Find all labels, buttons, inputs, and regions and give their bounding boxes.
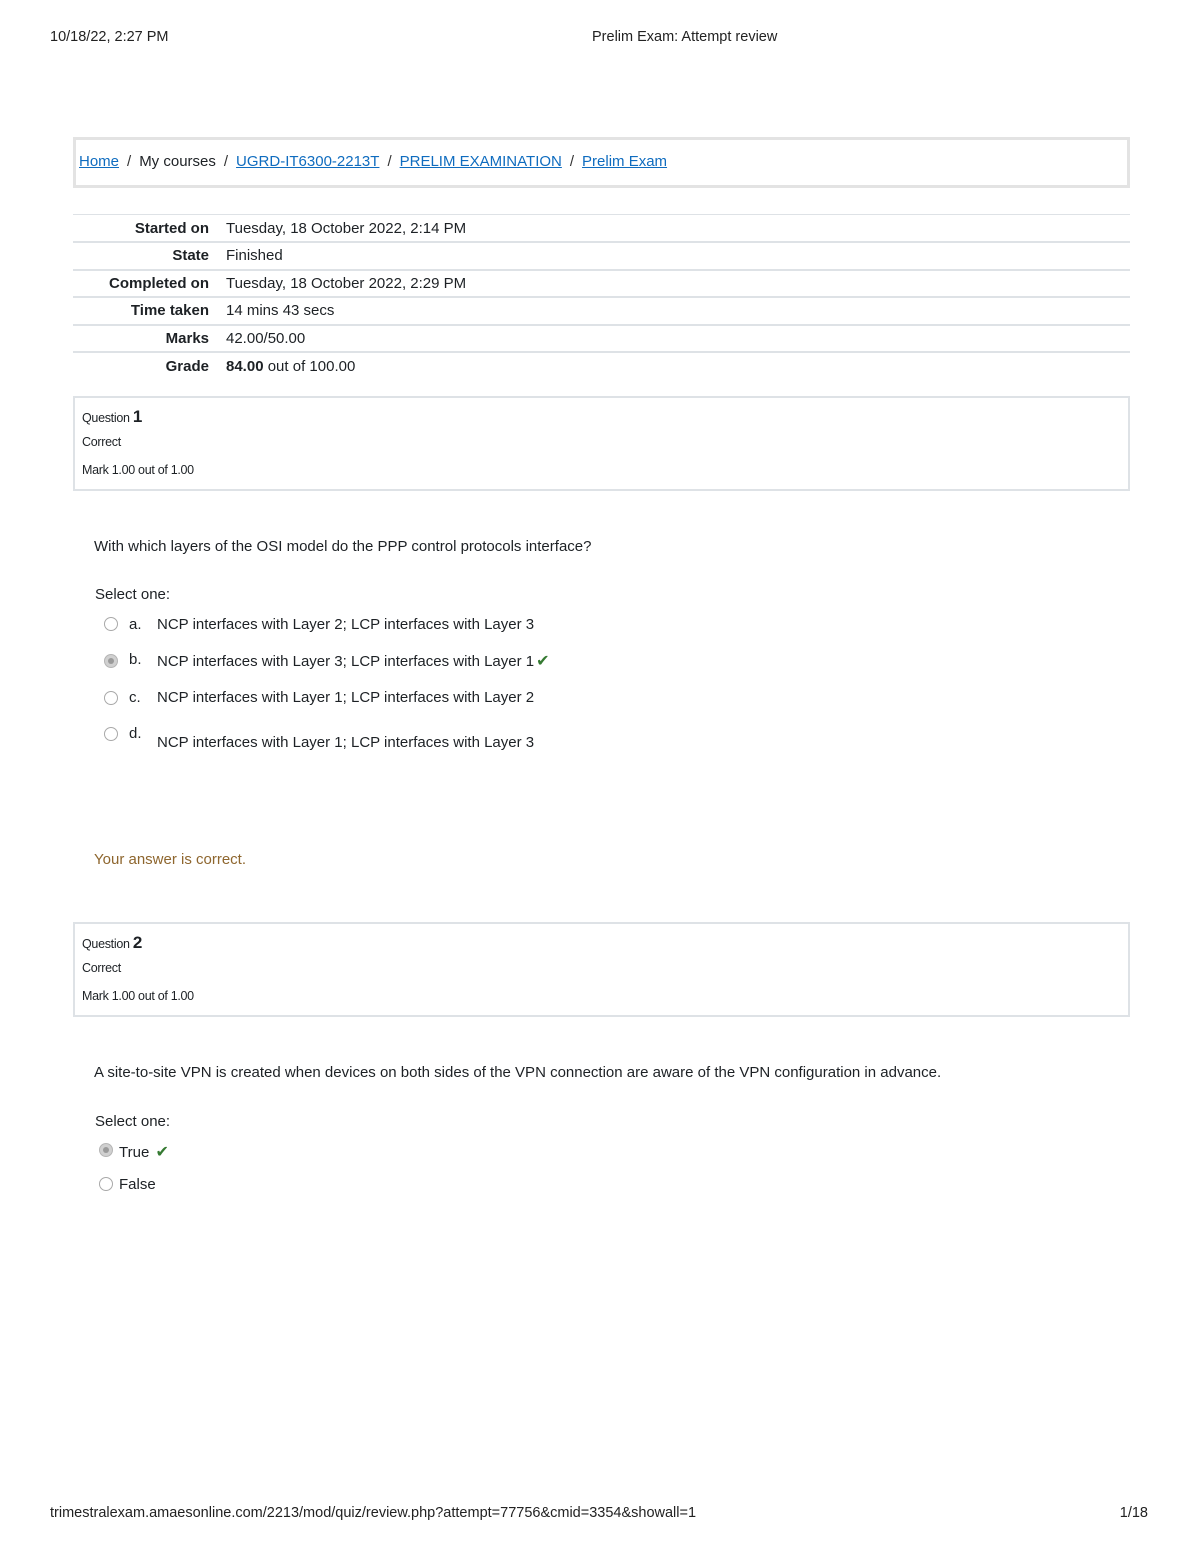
breadcrumb — [73, 137, 1130, 188]
question-number-value: 1 — [132, 407, 143, 426]
summary-row-state — [73, 242, 1130, 270]
question-label: Question — [82, 937, 130, 951]
grade-value — [226, 352, 1130, 380]
breadcrumb-quiz-link[interactable]: Prelim Exam — [582, 153, 668, 170]
completed-on-label: Completed on — [73, 270, 226, 298]
breadcrumb-course-link[interactable]: UGRD-IT6300-2213T — [236, 153, 380, 170]
check-icon: ✔ — [536, 653, 550, 670]
option-a-letter: a. — [129, 616, 142, 633]
question-1-text: With which layers of the OSI model do the PPP control protocols interface? — [94, 538, 592, 555]
question-1-feedback: Your answer is correct. — [94, 851, 247, 868]
state-label: State — [73, 242, 226, 270]
question-1-prompt: Select one: — [95, 586, 171, 603]
option-d-text: NCP interfaces with Layer 1; LCP interfaces with Layer 3 — [157, 734, 535, 751]
started-on-value: Tuesday, 18 October 2022, 2:14 PM — [226, 215, 1130, 243]
option-false-text: False — [119, 1176, 156, 1193]
question-state: Correct — [82, 961, 121, 975]
question-2-text: A site-to-site VPN is created when devices on both sides of the VPN connection are aware of the VPN configuration in advance. — [94, 1064, 942, 1081]
print-page-number: 1/18 — [1119, 1505, 1148, 1521]
option-d-radio[interactable] — [104, 727, 118, 741]
breadcrumb-home-link[interactable]: Home — [79, 153, 120, 170]
option-a-text: NCP interfaces with Layer 2; LCP interfaces with Layer 3 — [157, 616, 535, 633]
started-on-label: Started on — [73, 215, 226, 243]
breadcrumb-separator: / — [569, 153, 575, 170]
summary-row-completed — [73, 270, 1130, 298]
option-d-letter: d. — [129, 725, 142, 742]
time-taken-value: 14 mins 43 secs — [226, 297, 1130, 325]
option-b-letter: b. — [129, 651, 142, 668]
print-url: trimestralexam.amaesonline.com/2213/mod/quiz/review.php?attempt=77756&cmid=3354&showall=1 — [50, 1505, 697, 1521]
state-value: Finished — [226, 242, 1130, 270]
option-true-text: True — [119, 1144, 150, 1161]
option-b-text: NCP interfaces with Layer 3; LCP interfaces with Layer 1 — [157, 653, 535, 670]
breadcrumb-my-courses: My courses — [139, 153, 216, 170]
option-true-radio[interactable] — [99, 1143, 113, 1157]
question-2-prompt: Select one: — [95, 1113, 171, 1130]
breadcrumb-separator: / — [223, 153, 229, 170]
time-taken-label: Time taken — [73, 297, 226, 325]
breadcrumb-separator: / — [127, 153, 132, 170]
question-number-value: 2 — [132, 933, 143, 952]
question-number — [82, 933, 142, 953]
question-1-info — [73, 396, 1130, 491]
grade-label: Grade — [73, 352, 226, 380]
print-page-title: Prelim Exam: Attempt review — [592, 29, 778, 45]
print-datetime: 10/18/22, 2:27 PM — [50, 29, 169, 45]
summary-row-marks — [73, 325, 1130, 353]
grade-score: 84.00 — [226, 357, 264, 375]
summary-row-grade — [73, 352, 1130, 380]
option-false-radio[interactable] — [99, 1177, 113, 1191]
option-b-radio[interactable] — [104, 654, 118, 668]
option-c-letter: c. — [129, 689, 141, 706]
option-a-radio[interactable] — [104, 617, 118, 631]
marks-label: Marks — [73, 325, 226, 353]
option-b-text-wrap — [157, 651, 550, 671]
question-number — [82, 407, 142, 427]
question-grade: Mark 1.00 out of 1.00 — [82, 463, 194, 477]
question-state: Correct — [82, 435, 121, 449]
completed-on-value: Tuesday, 18 October 2022, 2:29 PM — [226, 270, 1130, 298]
marks-value: 42.00/50.00 — [226, 325, 1130, 353]
summary-row-time-taken — [73, 297, 1130, 325]
breadcrumb-section-link[interactable]: PRELIM EXAMINATION — [399, 153, 562, 170]
check-icon: ✔ — [155, 1144, 169, 1161]
option-c-radio[interactable] — [104, 691, 118, 705]
option-true-text-wrap — [119, 1142, 169, 1162]
question-2-info — [73, 922, 1130, 1017]
question-label: Question — [82, 411, 130, 425]
summary-row-started — [73, 215, 1130, 243]
attempt-summary-table — [73, 214, 1130, 380]
option-c-text: NCP interfaces with Layer 1; LCP interfaces with Layer 2 — [157, 689, 535, 706]
grade-out-of: out of 100.00 — [267, 357, 356, 375]
breadcrumb-separator: / — [387, 153, 392, 170]
question-grade: Mark 1.00 out of 1.00 — [82, 989, 194, 1003]
